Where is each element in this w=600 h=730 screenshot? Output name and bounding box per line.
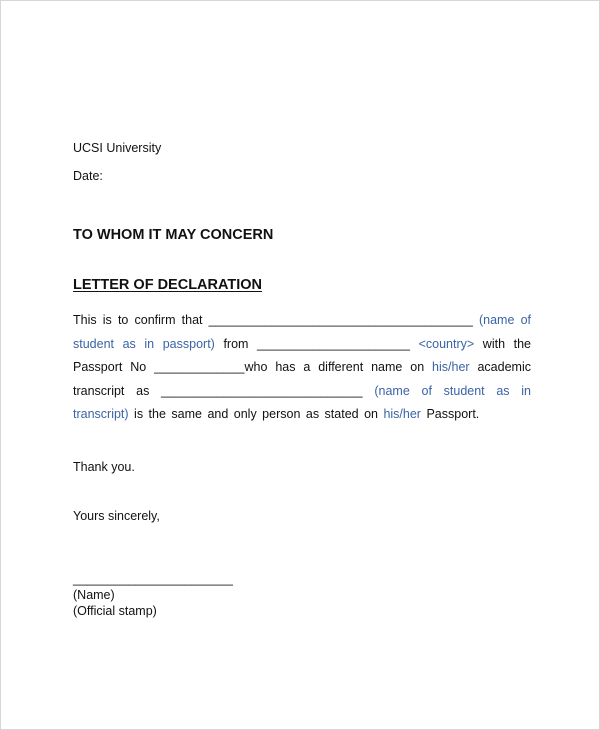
placeholder-passport-name: (name of student as in passport)	[73, 313, 531, 351]
date-label: Date:	[73, 169, 103, 183]
body-text-2: from ______________________	[214, 336, 419, 351]
signature-line: _______________________	[73, 572, 233, 586]
placeholder-his-her-2: his/her	[383, 407, 421, 421]
body-text-1: This is to confirm that ______________________________________	[73, 313, 479, 327]
closing-text: Yours sincerely,	[73, 509, 160, 523]
signature-name-label: (Name)	[73, 588, 115, 602]
letter-title: LETTER OF DECLARATION	[73, 277, 263, 293]
body-text-5: is the same and only person as stated on	[128, 407, 384, 421]
placeholder-country: <country>	[418, 336, 475, 351]
salutation-heading: TO WHOM IT MAY CONCERN	[73, 227, 274, 243]
official-stamp-label: (Official stamp)	[73, 604, 157, 618]
declaration-paragraph	[73, 309, 531, 427]
body-text-6: Passport.	[420, 407, 480, 421]
placeholder-transcript-name: (name of student as in transcript)	[73, 383, 531, 421]
placeholder-his-her-1: his/her	[432, 360, 470, 374]
university-name: UCSI University	[73, 141, 162, 155]
body-text-4: academic transcript as _____________________________	[73, 360, 531, 398]
thank-you-text: Thank you.	[73, 460, 135, 474]
body-text-3: with the Passport No _____________who has a different name on	[73, 336, 531, 374]
